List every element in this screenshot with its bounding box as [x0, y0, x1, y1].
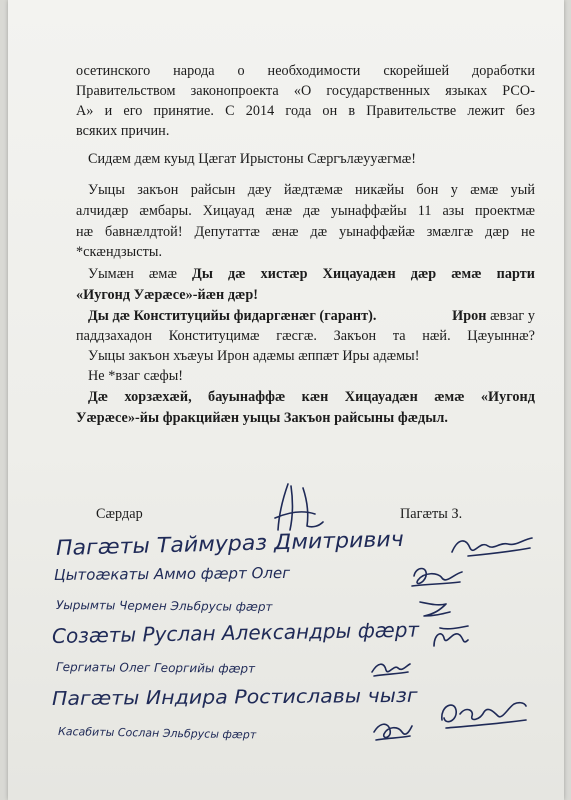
paragraph-5-line-2: Уæрæсе»-йы фракцийæн уыцы Закъон райсыны фæдыл. — [76, 410, 448, 426]
signature-6 — [436, 696, 531, 732]
text: осетинского народа о необходимости скорейшей доработки — [76, 63, 535, 79]
paragraph-4-line-2: паддзахадон Конституцимæ гæсгæ. Закъон та нæй. Цæуыннæ? — [76, 328, 535, 344]
paragraph-1-line-1 — [76, 63, 535, 80]
signature-7 — [370, 718, 415, 744]
greeting: Сидæм дæм куыд Цæгат Ирыстоны Сæргълæууæгмæ! — [88, 151, 417, 167]
signature-5 — [368, 656, 413, 680]
paragraph-4-line-4: Не *взаг сæфы! — [88, 368, 184, 384]
document-page — [8, 0, 564, 800]
paragraph-3-bold: Ды дæ хистæр Хицауадæн дæр æмæ парти — [192, 266, 535, 282]
signature-3 — [416, 596, 456, 620]
paragraph-2-line-2: алчидæр æмбары. Хицауад æнæ дæ уынаффæйы 11 азы проектмæ — [76, 203, 535, 219]
paragraph-4-bold-a: Ды дæ Конституцийы фидаргæнæг (гарант). — [88, 308, 377, 324]
signature-2 — [408, 562, 468, 592]
paragraph-4-bold-b: Ирон — [452, 308, 487, 324]
paragraph-1-line-3: А» и его принятие. С 2014 года он в Правительстве лежит без — [76, 103, 535, 119]
paragraph-2-line-1: Уыцы закъон райсын дæу йæдтæмæ никæйы бон у æмæ уый — [88, 182, 535, 198]
paragraph-3-line-1 — [88, 266, 535, 283]
paragraph-1-line-4: всяких причин. — [76, 123, 170, 139]
signature-left-label: Сæрдар — [96, 506, 143, 522]
signature-4 — [428, 624, 473, 654]
paragraph-3-plain: Уымæн æмæ — [88, 266, 193, 282]
signature-1 — [448, 532, 538, 562]
paragraph-4-line-3: Уыцы закъон хъæуы Ирон адæмы æппæт Иры адæмы! — [88, 348, 420, 364]
signature-right-label: Пагæты З. — [400, 506, 463, 522]
handwritten-name-4: Созæты Руслан Александры фæрт — [51, 617, 420, 648]
paragraph-2-line-4: *скæндзысты. — [76, 244, 163, 260]
handwritten-name-5: Гергиаты Олег Георгийы фæрт — [55, 660, 256, 676]
paragraph-3-line-2: «Иугонд Уæрæсе»-йæн дæр! — [76, 287, 259, 303]
paragraph-4-plain: æвзаг у — [486, 308, 535, 324]
handwritten-name-6: Пагæты Индира Ростиславы чызг — [51, 684, 418, 710]
handwritten-name-3: Уырымты Чермен Эльбрусы фæрт — [55, 598, 273, 614]
paragraph-1-line-2: Правительством законопроекта «О государственных языках РСО- — [76, 83, 535, 99]
paragraph-2-line-3: нæ бавнæлдтой! Депутаттæ æнæ дæ уынаффæйæ змæлгæ дæр не — [76, 224, 535, 240]
handwritten-name-2: Цытоæкаты Аммо фæрт Олег — [53, 563, 291, 584]
handwritten-name-1: Пагæты Таймураз Дмитривич — [55, 526, 405, 560]
paragraph-4-line-1 — [88, 308, 535, 325]
handwritten-name-7: Касабиты Сослан Эльбрусы фæрт — [57, 725, 257, 742]
paragraph-5-line-1: Дæ хорзæхæй, бауынаффæ кæн Хицауадæн æмæ «Иугонд — [88, 389, 535, 405]
